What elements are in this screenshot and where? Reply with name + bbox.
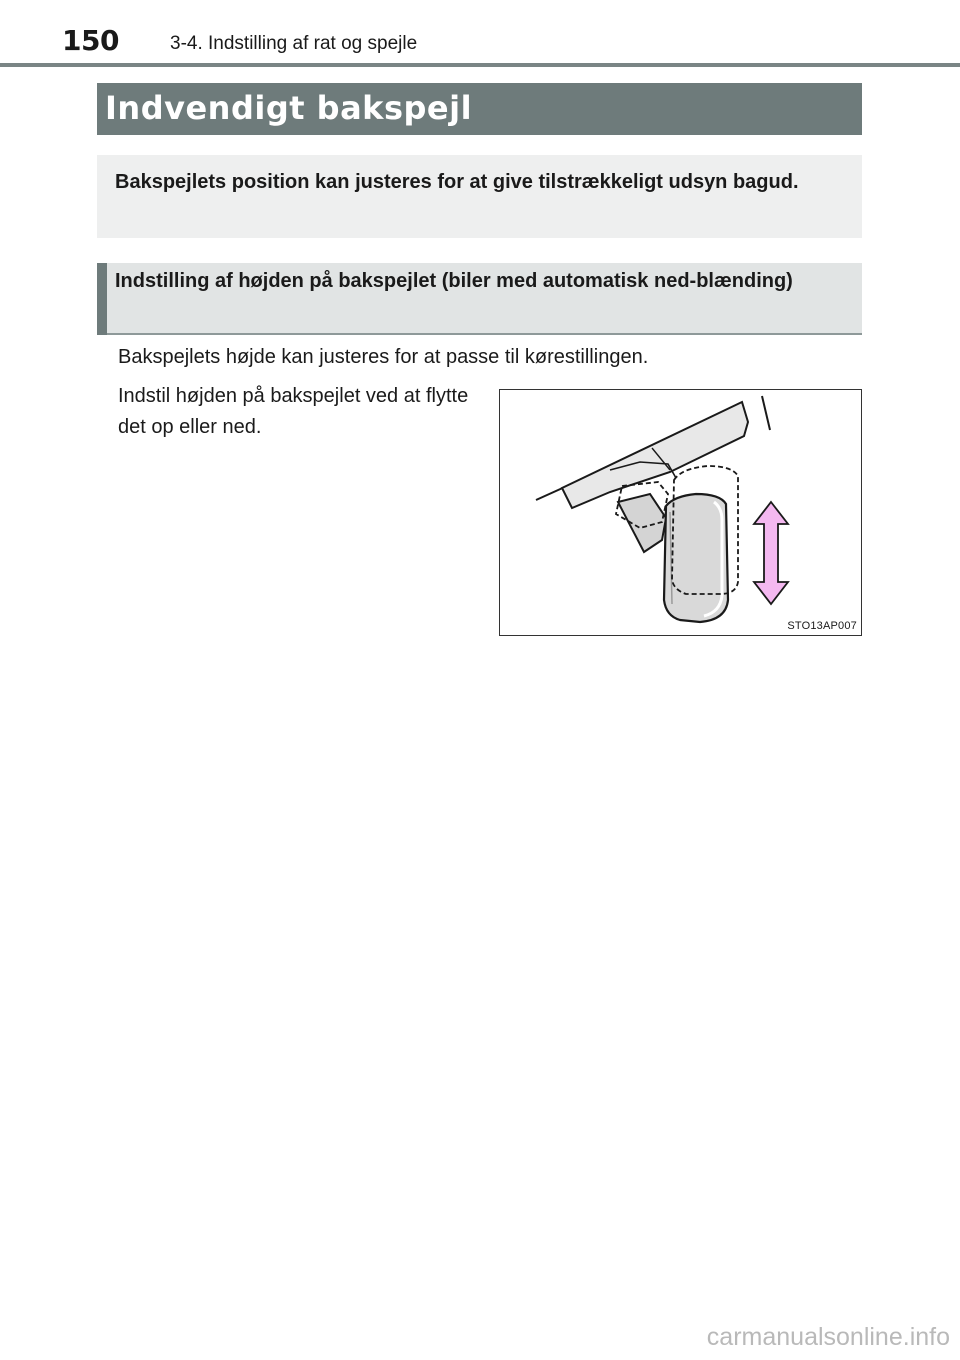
mount-cover [562, 402, 748, 508]
chapter-header: 3-4. Indstilling af rat og spejle [170, 33, 418, 54]
mirror-drawing [500, 390, 861, 635]
watermark: carmanualsonline.info [706, 1323, 950, 1351]
mirror-illustration [499, 389, 862, 636]
intro-box [97, 155, 862, 238]
subsection-marker [97, 263, 107, 335]
paragraph-instruction: Indstil højden på bakspejlet ved at flytte det op eller ned. [118, 385, 469, 438]
section-title: Indvendigt bakspejl [105, 89, 473, 127]
figure-code: STO13AP007 [787, 620, 857, 632]
paragraph-height-adjust: Bakspejlets højde kan justeres for at passe til kørestillingen. [118, 346, 649, 368]
section-title-bar [97, 83, 862, 135]
intro-text: Bakspejlets position kan justeres for at give tilstrækkeligt udsyn bagud. [115, 171, 799, 193]
up-down-arrow [754, 502, 788, 604]
subsection-title: Indstilling af højden på bakspejlet (biler med automatisk ned-blænding) [115, 270, 793, 292]
page-number: 150 [62, 24, 119, 57]
headliner-line [762, 396, 770, 430]
subsection-box [97, 263, 862, 335]
header-rule [0, 63, 960, 67]
